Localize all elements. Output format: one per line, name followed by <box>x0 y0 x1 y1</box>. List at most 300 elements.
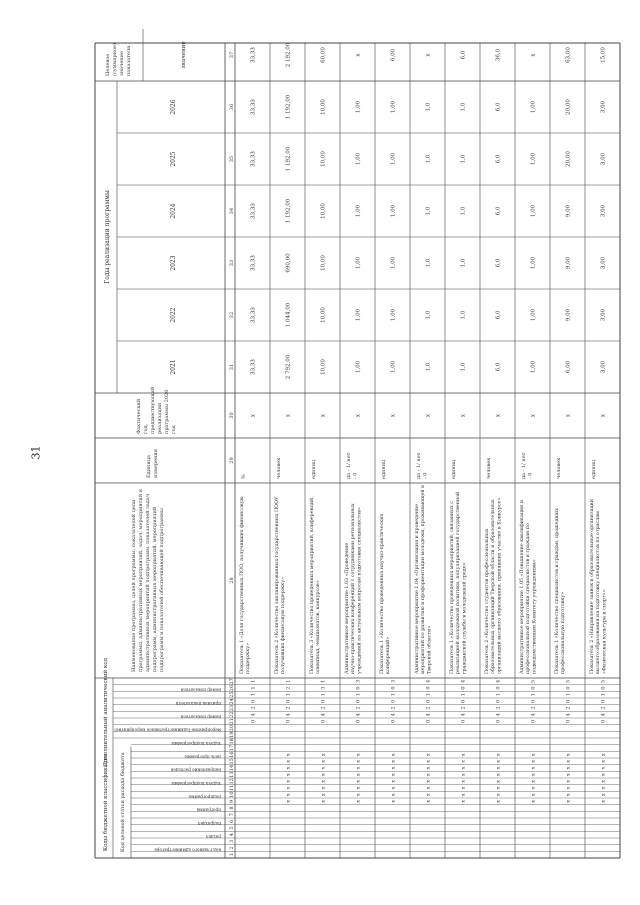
x-mark: х <box>320 799 327 803</box>
x-mark: х <box>425 779 432 783</box>
code-digit: 0 <box>600 699 607 703</box>
column-number: 32 <box>229 311 235 319</box>
column-number: 10 <box>229 791 235 798</box>
page-number: 31 <box>29 445 43 460</box>
row-year-value: 3,00 <box>600 204 607 218</box>
row-year-value: 1,00 <box>530 152 537 166</box>
x-mark: х <box>355 759 362 763</box>
row-final-value: 36,0 <box>495 48 502 62</box>
final-value-header: значение <box>119 51 125 76</box>
code-digit: 0 <box>250 719 257 723</box>
code-digit: 4 <box>565 713 572 717</box>
column-number: 37 <box>229 51 235 59</box>
x-mark: х <box>425 799 432 803</box>
row-unit: - 0 <box>352 472 359 479</box>
row-year-value: 690,00 <box>285 253 292 273</box>
code-column-label: код главного администратора <box>154 847 221 853</box>
final-value-label: значение <box>181 41 187 69</box>
row-indicator-name: Показатель 1 «Количество специалистов и граждан, прошедших <box>555 508 560 674</box>
code-digit: 4 <box>460 713 467 717</box>
row-year-value: 1,00 <box>355 256 362 270</box>
indicator-name-header: Наименование программы, целей программы, показателей цели <box>131 499 137 672</box>
row-base-value: х <box>600 413 607 418</box>
x-mark: х <box>390 799 397 803</box>
column-number: 31 <box>229 363 235 371</box>
row-year-value: 1,00 <box>355 360 362 374</box>
x-mark: х <box>320 759 327 763</box>
code-digit: 1 <box>250 686 257 690</box>
row-year-value: 33,33 <box>250 151 257 167</box>
x-mark: х <box>285 766 292 770</box>
column-number: 4 <box>229 833 235 837</box>
code-digit: 4 <box>530 713 537 717</box>
row-year-value: 1,0 <box>425 310 432 320</box>
column-number: 8 <box>229 806 235 810</box>
x-mark: х <box>285 799 292 803</box>
column-number: 2 <box>229 846 235 850</box>
code-digit: 4 <box>460 679 467 683</box>
row-year-value: 6,0 <box>495 362 502 372</box>
row-indicator-name: конференций» <box>386 636 392 674</box>
row-year-value: 1,0 <box>460 102 467 112</box>
x-mark: х <box>320 753 327 757</box>
row-year-value: 1,0 <box>425 258 432 268</box>
code-column-label: номер показателя <box>180 687 221 693</box>
x-mark: х <box>495 766 502 770</box>
code-digit: 1 <box>320 693 327 697</box>
row-year-value: 1,00 <box>355 308 362 322</box>
x-mark: х <box>355 786 362 790</box>
row-unit: да - 1/ нет <box>416 452 422 479</box>
year-header: 2022 <box>170 307 177 323</box>
row-year-value: 33,33 <box>250 255 257 271</box>
row-year-value: 10,00 <box>320 359 327 375</box>
x-mark: х <box>530 793 537 797</box>
x-mark: х <box>460 779 467 783</box>
row-indicator-name: Показатель 2 «Количество запланированных государственных ПООУ <box>275 496 280 674</box>
code-digit: 0 <box>355 686 362 690</box>
row-year-value: 1,00 <box>390 308 397 322</box>
code-digit: 0 <box>425 699 432 703</box>
column-number: 28 <box>229 577 235 584</box>
x-mark: х <box>460 753 467 757</box>
row-year-value: 1,0 <box>425 362 432 372</box>
code-digit: 2 <box>250 706 257 710</box>
unit-header: измерения <box>153 449 159 478</box>
code-digit: 5 <box>600 679 607 683</box>
column-number: 35 <box>229 155 235 163</box>
row-year-value: 3,00 <box>600 100 607 114</box>
code-digit: 1 <box>355 693 362 697</box>
code-digit: 0 <box>565 719 572 723</box>
row-year-value: 3,00 <box>600 308 607 322</box>
column-number: 1 <box>229 853 235 857</box>
column-number: 14 <box>229 764 235 772</box>
row-year-value: 9,00 <box>565 256 572 270</box>
x-mark: х <box>285 793 292 797</box>
row-final-value: 33,33 <box>250 47 257 63</box>
code-digit: 2 <box>565 706 572 710</box>
row-indicator-name: «Физическая культура и спорт»» <box>602 589 608 674</box>
column-number: 34 <box>229 207 235 215</box>
code-column-label: подраздел <box>197 821 221 826</box>
x-mark: х <box>600 779 607 783</box>
code-digit: 2 <box>425 706 432 710</box>
column-number: 27 <box>229 678 235 685</box>
x-mark: х <box>530 799 537 803</box>
row-final-value: 15,00 <box>600 47 607 63</box>
code-digit: 0 <box>565 699 572 703</box>
column-number: 30 <box>229 412 235 419</box>
code-digit: 0 <box>250 699 257 703</box>
row-year-value: 1,0 <box>460 362 467 372</box>
x-mark: х <box>390 753 397 757</box>
code-digit: 4 <box>285 713 292 717</box>
column-number: 26 <box>229 684 235 692</box>
year-header: 2026 <box>170 99 177 115</box>
x-mark: х <box>460 773 467 777</box>
row-unit: да - 1/ нет <box>521 452 527 479</box>
x-mark: х <box>320 793 327 797</box>
base-year-header: предшествующий <box>150 386 156 434</box>
row-indicator-name: Административное мероприятие 1.04 «Организация и проведение <box>415 503 420 674</box>
x-mark: х <box>600 786 607 790</box>
x-mark: х <box>565 799 572 803</box>
code-digit: 4 <box>425 679 432 683</box>
row-indicator-name: Административное мероприятие 1.03 «Проведение <box>345 542 350 674</box>
x-mark: х <box>530 759 537 763</box>
codes-group-header: Коды бюджетной классификации <box>103 753 109 852</box>
indicator-name-header: административных мероприятий подпрограмм, показателей задач <box>145 493 151 672</box>
row-base-value: х <box>250 413 257 418</box>
code-digit: 0 <box>425 686 432 690</box>
code-digit: 0 <box>460 699 467 703</box>
code-digit: 4 <box>320 713 327 717</box>
x-mark: х <box>425 759 432 763</box>
code-column-label: направление расходов <box>170 767 221 773</box>
code-digit: 3 <box>320 686 327 690</box>
code-digit: 0 <box>425 719 432 723</box>
x-mark: х <box>460 793 467 797</box>
x-mark: х <box>530 773 537 777</box>
code-digit: 0 <box>285 719 292 723</box>
column-number: 33 <box>229 259 235 267</box>
row-year-value: 9,00 <box>565 204 572 218</box>
x-mark: х <box>355 793 362 797</box>
x-mark: х <box>390 793 397 797</box>
x-mark: х <box>565 766 572 770</box>
x-mark: х <box>390 766 397 770</box>
column-number: 3 <box>229 839 235 843</box>
code-digit: 4 <box>425 713 432 717</box>
row-year-value: 1,00 <box>530 256 537 270</box>
code-digit: 0 <box>530 686 537 690</box>
column-number: 12 <box>229 778 235 785</box>
row-year-value: 33,33 <box>250 99 257 115</box>
row-year-value: 1,00 <box>530 100 537 114</box>
row-base-value: х <box>460 413 467 418</box>
code-column-label: признак показателя <box>175 701 221 706</box>
x-mark: х <box>530 779 537 783</box>
code-column-label: номер показателя <box>180 714 221 720</box>
row-unit: единиц <box>311 459 317 479</box>
row-year-value: 1,0 <box>460 258 467 268</box>
x-mark: х <box>600 753 607 757</box>
row-indicator-name: Административное мероприятие 1.05 «Повышение квалификации и <box>520 499 525 674</box>
code-digit: 1 <box>600 693 607 697</box>
x-mark: х <box>460 799 467 803</box>
code-digit: 2 <box>285 686 292 690</box>
x-mark: х <box>285 773 292 777</box>
x-mark: х <box>600 793 607 797</box>
code-digit: 2 <box>390 706 397 710</box>
x-mark: х <box>495 786 502 790</box>
row-year-value: 1,00 <box>390 256 397 270</box>
x-mark: х <box>320 786 327 790</box>
row-year-value: 6,0 <box>495 206 502 216</box>
x-mark: х <box>390 786 397 790</box>
code-column-label: задача подпрограммы <box>171 741 221 746</box>
x-mark: х <box>565 793 572 797</box>
row-year-value: 1 192,00 <box>285 146 292 172</box>
code-digit: 1 <box>390 693 397 697</box>
x-mark: х <box>355 779 362 783</box>
x-mark: х <box>390 759 397 763</box>
code-digit: 0 <box>355 719 362 723</box>
row-final-value: 60,00 <box>320 47 327 63</box>
row-year-value: 10,00 <box>320 255 327 271</box>
code-column-label: задача подпрограммы <box>171 781 221 786</box>
extra-code-header: Дополнительный аналитический код <box>103 657 109 767</box>
column-number: 6 <box>229 819 235 823</box>
year-header: 2025 <box>170 151 177 167</box>
column-number: 20 <box>229 724 235 732</box>
column-number: 36 <box>229 103 235 111</box>
x-mark: х <box>425 753 432 757</box>
column-number: 29 <box>229 457 235 464</box>
row-year-value: 1 044,00 <box>285 302 292 328</box>
row-base-value: х <box>425 413 432 418</box>
code-digit: 2 <box>355 706 362 710</box>
code-digit: 2 <box>320 706 327 710</box>
unit-header: Единица <box>146 455 152 478</box>
column-number: 9 <box>229 799 235 803</box>
x-mark: х <box>495 799 502 803</box>
code-digit: 0 <box>600 719 607 723</box>
row-year-value: 1,00 <box>530 204 537 218</box>
row-indicator-name: Показатель 2 «Количество студентов профессиональных <box>485 528 490 674</box>
x-mark: х <box>530 753 537 757</box>
code-digit: 1 <box>285 693 292 697</box>
code-digit: 5 <box>530 679 537 683</box>
row-unit: человек <box>486 457 492 479</box>
base-year-header: программы 2020 <box>164 389 170 434</box>
row-year-value: 3,00 <box>600 256 607 270</box>
row-final-value: х <box>425 53 432 57</box>
row-unit: единиц <box>591 459 597 479</box>
x-mark: х <box>495 793 502 797</box>
row-indicator-name: Показатель 3 «Количество проведенных мероприятий, конференций, <box>310 496 315 674</box>
row-unit: человек <box>556 457 562 479</box>
row-indicator-name: профессиональной подготовки специалистов и граждан по <box>526 523 532 674</box>
x-mark: х <box>285 759 292 763</box>
row-year-value: 1,00 <box>390 152 397 166</box>
row-indicator-name: учреждений по актуальным вопросам подготовки специалистов» <box>357 507 363 674</box>
x-mark: х <box>495 773 502 777</box>
base-year-header: реализации <box>157 402 163 434</box>
x-mark: х <box>495 753 502 757</box>
row-indicator-name: высшего образования на подготовку специалистов по отраслям <box>596 511 602 674</box>
code-digit: 2 <box>600 706 607 710</box>
row-year-value: 1,0 <box>425 206 432 216</box>
row-indicator-name: Показатель 1 «Доля государственных ПОО, получивших финансовую <box>240 496 245 674</box>
row-base-value: х <box>495 413 502 418</box>
code-digit: 0 <box>530 719 537 723</box>
row-indicator-name: гражданской службы в молодежной среде» <box>462 562 468 674</box>
code-digit: 1 <box>250 693 257 697</box>
row-year-value: 1 192,00 <box>285 198 292 224</box>
x-mark: х <box>390 779 397 783</box>
row-year-value: 1,00 <box>355 152 362 166</box>
row-final-value: х <box>355 53 362 57</box>
code-digit: 0 <box>495 719 502 723</box>
x-mark: х <box>530 786 537 790</box>
row-unit: человек <box>276 457 282 479</box>
code-digit: 3 <box>355 679 362 683</box>
row-year-value: 33,33 <box>250 307 257 323</box>
row-base-value: х <box>355 413 362 418</box>
row-indicator-name: профессиональную подготовку» <box>561 591 567 674</box>
code-column-label: подпрограмма <box>188 794 221 800</box>
column-number: 17 <box>229 744 235 752</box>
code-digit: 4 <box>600 713 607 717</box>
column-number: 7 <box>229 813 235 817</box>
row-unit: - 0 <box>527 472 534 479</box>
x-mark: х <box>600 759 607 763</box>
x-mark: х <box>600 799 607 803</box>
row-base-value: х <box>390 413 397 418</box>
code-digit: 0 <box>495 686 502 690</box>
column-number: 11 <box>229 784 235 792</box>
x-mark: х <box>460 786 467 790</box>
base-year-header: год, <box>143 423 149 434</box>
code-digit: 4 <box>495 679 502 683</box>
x-mark: х <box>425 793 432 797</box>
x-mark: х <box>285 779 292 783</box>
x-mark: х <box>495 779 502 783</box>
code-digit: 0 <box>460 686 467 690</box>
code-digit: 4 <box>390 713 397 717</box>
base-year-header: год <box>171 425 177 434</box>
x-mark: х <box>320 779 327 783</box>
code-column-label: программа <box>196 807 221 813</box>
indicator-name-header: подпрограмм и показателей обеспечивающей подпрограммы <box>159 508 165 672</box>
column-number: 15 <box>229 758 235 765</box>
column-number: 23 <box>229 704 235 712</box>
code-column-label: цель программы <box>184 754 221 760</box>
code-column-label: мероприятие (административное мероприятие) <box>114 727 221 733</box>
row-year-value: 1,00 <box>355 100 362 114</box>
base-year-header: Фактический <box>136 398 142 434</box>
code-digit: 1 <box>460 693 467 697</box>
row-year-value: 1,00 <box>355 204 362 218</box>
row-final-value: 2 192,00 <box>285 42 292 68</box>
row-indicator-name: научно-практических конференций с сотрудниками региональных <box>351 503 357 674</box>
row-unit: - 0 <box>422 472 429 479</box>
row-year-value: 33,33 <box>250 203 257 219</box>
row-indicator-name: мероприятий по развитию и профориентации молодежи, проживающей в <box>421 485 427 674</box>
x-mark: х <box>355 766 362 770</box>
row-year-value: 1,00 <box>390 360 397 374</box>
row-unit: единиц <box>381 459 387 479</box>
row-year-value: 3,00 <box>600 152 607 166</box>
row-year-value: 1,00 <box>390 204 397 218</box>
row-year-value: 33,33 <box>250 359 257 375</box>
x-mark: х <box>355 753 362 757</box>
x-mark: х <box>460 759 467 763</box>
column-number: 22 <box>229 711 235 718</box>
code-digit: 0 <box>460 719 467 723</box>
row-base-value: х <box>530 413 537 418</box>
code-digit: 4 <box>495 713 502 717</box>
final-value-header: показателя <box>126 45 132 76</box>
x-mark: х <box>565 779 572 783</box>
row-year-value: 1,0 <box>460 310 467 320</box>
x-mark: х <box>565 786 572 790</box>
x-mark: х <box>600 773 607 777</box>
year-header: 2021 <box>170 359 177 375</box>
column-number: 24 <box>229 698 235 705</box>
x-mark: х <box>355 799 362 803</box>
x-mark: х <box>425 773 432 777</box>
code-digit: 4 <box>250 713 257 717</box>
row-year-value: 9,00 <box>565 308 572 322</box>
indicator-name-header: программы, административных мероприятий, задач, мероприятий и <box>138 489 144 672</box>
code-digit: 1 <box>320 679 327 683</box>
row-unit: единиц <box>451 459 457 479</box>
final-value-header: (суммарное) <box>112 43 118 76</box>
row-year-value: 1,0 <box>425 102 432 112</box>
row-indicator-name: Показатель 1 «Количество проведенных научно-практических <box>380 513 385 674</box>
row-indicator-name: олимпиад, чемпионатов, конкурсов» <box>316 580 322 674</box>
row-year-value: 1,0 <box>425 154 432 164</box>
code-digit: 1 <box>250 679 257 683</box>
row-year-value: 6,00 <box>565 360 572 374</box>
row-indicator-name: получивших финансовую поддержку» <box>281 577 287 674</box>
x-mark: х <box>530 766 537 770</box>
year-header: 2023 <box>170 255 177 271</box>
code-digit: 0 <box>355 699 362 703</box>
row-indicator-name: Показатель 1 «Количество проведенных мероприятий, связанных с <box>450 501 455 674</box>
x-mark: х <box>460 766 467 770</box>
row-year-value: 10,00 <box>320 99 327 115</box>
code-digit: 3 <box>390 679 397 683</box>
code-digit: 0 <box>495 699 502 703</box>
row-year-value: 20,00 <box>565 99 572 115</box>
column-number: 16 <box>229 751 235 758</box>
code-digit: 1 <box>285 679 292 683</box>
row-base-value: х <box>565 413 572 418</box>
row-year-value: 10,00 <box>320 203 327 219</box>
code-digit: 0 <box>390 686 397 690</box>
x-mark: х <box>600 766 607 770</box>
row-indicator-name: реализацией молодежной политики, популяризацией государственной <box>456 491 462 674</box>
x-mark: х <box>285 786 292 790</box>
x-mark: х <box>285 753 292 757</box>
row-indicator-name: поддержку» <box>246 642 252 674</box>
years-group-header: Годы реализации программы <box>104 190 111 284</box>
code-digit: 1 <box>425 693 432 697</box>
